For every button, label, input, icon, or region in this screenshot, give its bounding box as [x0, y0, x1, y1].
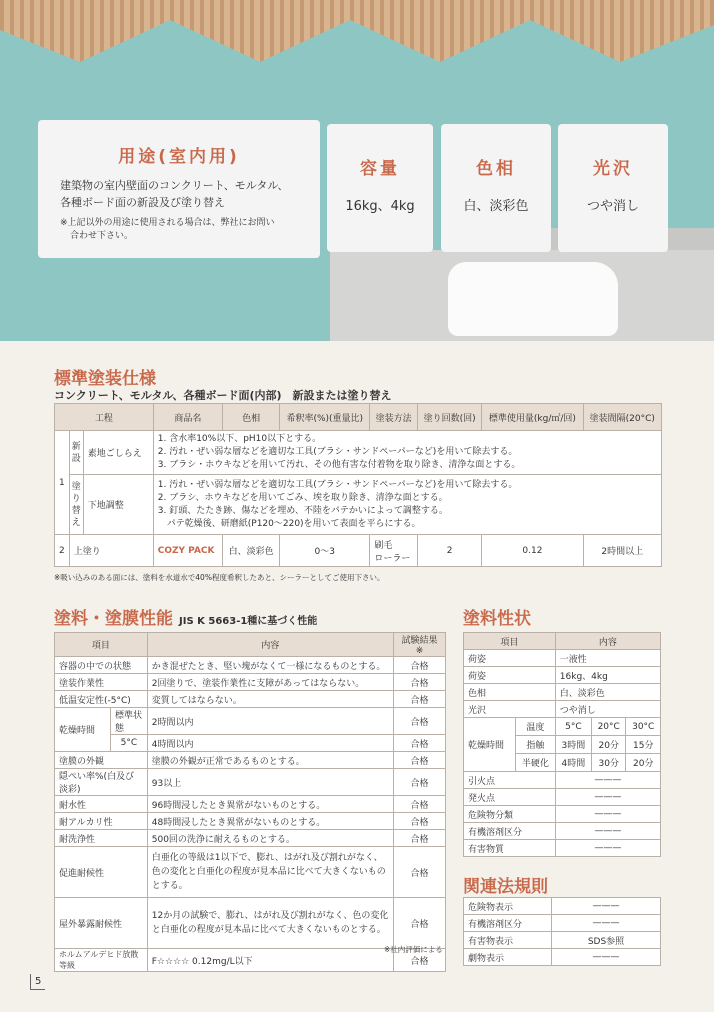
- laws-title: 関連法規則: [463, 877, 548, 897]
- pillow: [448, 262, 618, 336]
- prop-item: 色相: [464, 684, 556, 701]
- instruction-line: 3. 釘頭、たたき跡、傷などを埋め、不陸をパテかいによって調整する。: [157, 505, 448, 516]
- perf-content: 2回塗りで、塗装作業性に支障があってはならない。: [147, 674, 393, 691]
- dry-subheader: 指触: [516, 736, 556, 754]
- perf-content: 塗膜の外観が正常であるものとする。: [147, 752, 393, 769]
- perf-item: ホルムアルデヒド放散等級: [55, 949, 148, 972]
- method-line: 刷毛: [374, 540, 393, 551]
- perf-result: 合格: [394, 769, 446, 796]
- prop-item: 発火点: [464, 789, 556, 806]
- prop-value: 白、淡彩色: [555, 684, 660, 701]
- perf-result: 合格: [394, 752, 446, 769]
- instruction-line: 3. ブラシ・ホウキなどを用いて汚れ、その他有害な付着物を取り除き、清浄な面とする。: [157, 460, 521, 470]
- group-number: 1: [55, 431, 70, 535]
- perf-header: 項目: [55, 633, 148, 657]
- perf-title: [54, 604, 317, 629]
- perf-item: 耐アルカリ性: [55, 813, 148, 830]
- prop-item: 乾燥時間: [464, 718, 516, 772]
- spec-header: 標準使用量(kg/㎡/回): [482, 404, 583, 431]
- table-row: [464, 823, 661, 840]
- perf-item: 屋外暴露耐候性: [55, 898, 148, 949]
- prop-item: 光沢: [464, 701, 556, 718]
- perf-subitem: 5°C: [111, 735, 148, 752]
- spec-row-base: [55, 475, 662, 535]
- perf-result: 合格: [394, 830, 446, 847]
- dry-value: 20分: [626, 754, 661, 772]
- perf-content: 変質してはならない。: [147, 691, 393, 708]
- new-label: 新設: [69, 431, 83, 475]
- use-line-1: 建築物の室内壁面のコンクリート、モルタル、: [60, 179, 289, 192]
- perf-result: 合格: [394, 708, 446, 735]
- prop-value: ———: [555, 789, 660, 806]
- dry-subheader: 半硬化: [516, 754, 556, 772]
- perf-content: F☆☆☆☆ 0.12mg/L以下: [147, 949, 393, 972]
- perf-content: 93以上: [147, 769, 393, 796]
- dry-value: 30分: [591, 754, 626, 772]
- perf-header: 試験結果※: [394, 633, 446, 657]
- prop-item: 荷姿: [464, 667, 556, 684]
- prop-value: ———: [555, 823, 660, 840]
- gloss-card: [558, 124, 668, 252]
- perf-result: 合格: [394, 949, 446, 972]
- prop-value: 一液性: [555, 650, 660, 667]
- props-title: 塗料性状: [463, 609, 531, 629]
- dry-value: 15分: [626, 736, 661, 754]
- instruction-line: 1. 含水率10%以下、pH10以下とする。: [157, 434, 322, 444]
- perf-item: 塗装作業性: [55, 674, 148, 691]
- table-row: [55, 735, 446, 752]
- perf-header: 内容: [147, 633, 393, 657]
- table-row: [464, 898, 661, 915]
- table-row: [55, 847, 446, 898]
- perf-result: 合格: [394, 674, 446, 691]
- table-row: [464, 789, 661, 806]
- prop-value: つや消し: [555, 701, 660, 718]
- table-row: [55, 769, 446, 796]
- table-row: [464, 840, 661, 857]
- law-value: ———: [552, 915, 661, 932]
- gloss-value: つや消し: [586, 199, 639, 214]
- perf-result: 合格: [394, 657, 446, 674]
- perf-content: 500回の洗浄に耐えるものとする。: [147, 830, 393, 847]
- dry-value: 4時間: [555, 754, 591, 772]
- perf-item: 塗膜の外観: [55, 752, 148, 769]
- laws-table: [463, 897, 661, 966]
- color-cell: 白、淡彩色: [223, 535, 280, 567]
- perf-content: かき混ぜたとき、堅い塊がなくて一様になるものとする。: [147, 657, 393, 674]
- perf-result: 合格: [394, 813, 446, 830]
- step-instructions: [153, 431, 661, 475]
- prop-value: ———: [555, 806, 660, 823]
- table-row: [55, 796, 446, 813]
- table-row: [55, 708, 446, 735]
- capacity-value: 16kg、4kg: [345, 199, 415, 214]
- perf-item: 耐水性: [55, 796, 148, 813]
- prop-item: 有機溶剤区分: [464, 823, 556, 840]
- dilution-cell: 0～3: [280, 535, 370, 567]
- perf-table: [54, 632, 446, 972]
- prop-value: 16kg、4kg: [555, 667, 660, 684]
- instruction-line: 1. 汚れ・ぜい弱な層などを適切な工具(ブラシ・サンドペーパーなど)を用いて除去する。: [157, 479, 518, 490]
- spec-header: 希釈率(%)(重量比): [280, 404, 370, 431]
- step-name: 素地ごしらえ: [83, 431, 153, 475]
- perf-item: 容器の中での状態: [55, 657, 148, 674]
- table-row: [55, 813, 446, 830]
- prop-value: ———: [555, 772, 660, 789]
- perf-item: 乾燥時間: [55, 708, 111, 752]
- prop-item: 危険物分類: [464, 806, 556, 823]
- props-header: 項目: [464, 633, 556, 650]
- interval-cell: 2時間以上: [583, 535, 661, 567]
- usage-cell: 0.12: [482, 535, 583, 567]
- perf-content: 白亜化の等級は1以下で、膨れ、はがれ及び割れがなく、色の変化と白亜化の程度が見本品に比べて大きくないものとする。: [147, 847, 393, 898]
- capacity-card: [327, 124, 433, 252]
- table-row: [464, 949, 661, 966]
- color-title: 色相: [476, 159, 516, 179]
- table-row: [464, 806, 661, 823]
- spec-title: 標準塗装仕様: [54, 369, 156, 389]
- dry-subheader: 温度: [516, 718, 556, 736]
- spec-subtitle: コンクリート、モルタル、各種ボード面(内部) 新設または塗り替え: [54, 389, 392, 402]
- table-row: [55, 691, 446, 708]
- use-note-2: 合わせ下さい。: [70, 231, 134, 241]
- law-item: 有害物表示: [464, 932, 552, 949]
- perf-title-text: 塗料・塗膜性能: [54, 609, 173, 629]
- dry-temp: 30°C: [626, 718, 661, 736]
- table-row: [55, 898, 446, 949]
- step-instructions: [153, 475, 661, 535]
- prop-item: 荷姿: [464, 650, 556, 667]
- spec-header: 塗り回数(回): [417, 404, 481, 431]
- page-number: 5: [30, 974, 45, 990]
- perf-content: 4時間以内: [147, 735, 393, 752]
- spec-header-row: [55, 404, 662, 431]
- table-row: [464, 915, 661, 932]
- spec-note: ※吸い込みのある面には、塗料を水道水で40%程度希釈したあと、シーラーとしてご使用下さい。: [54, 573, 385, 582]
- hero-banner: [0, 0, 714, 341]
- props-header: 内容: [555, 633, 660, 650]
- perf-item: 耐洗浄性: [55, 830, 148, 847]
- spec-row-topcoat: [55, 535, 662, 567]
- dry-value: 3時間: [555, 736, 591, 754]
- perf-item: 低温安定性(-5°C): [55, 691, 148, 708]
- spec-table: [54, 403, 662, 567]
- perf-header-row: [55, 633, 446, 657]
- table-row: [464, 667, 661, 684]
- use-line-2: 各種ボード面の新設及び塗り替え: [60, 196, 225, 209]
- wood-stripe-pattern: [0, 0, 714, 70]
- perf-content: 2時間以内: [147, 708, 393, 735]
- prop-value: ———: [555, 840, 660, 857]
- perf-item: 促進耐候性: [55, 847, 148, 898]
- law-value: ———: [552, 949, 661, 966]
- table-row: [464, 718, 661, 736]
- props-table: [463, 632, 661, 857]
- props-header-row: [464, 633, 661, 650]
- perf-result: 合格: [394, 847, 446, 898]
- perf-result: 合格: [394, 796, 446, 813]
- law-value: ———: [552, 898, 661, 915]
- table-row: [464, 932, 661, 949]
- law-item: 劇物表示: [464, 949, 552, 966]
- spec-row-prep: [55, 431, 662, 475]
- law-item: 危険物表示: [464, 898, 552, 915]
- table-row: [55, 752, 446, 769]
- group-number: 2: [55, 535, 70, 567]
- prop-item: 引火点: [464, 772, 556, 789]
- step-name: 上塗り: [69, 535, 153, 567]
- color-card: [441, 124, 551, 252]
- gloss-title: 光沢: [593, 159, 633, 179]
- table-row: [55, 830, 446, 847]
- method-cell: [370, 535, 417, 567]
- capacity-title: 容量: [360, 159, 400, 179]
- law-item: 有機溶剤区分: [464, 915, 552, 932]
- use-title: 用途(室内用): [118, 147, 240, 167]
- spec-header: 塗装間隔(20°C): [583, 404, 661, 431]
- perf-subitem: 標準状態: [111, 708, 148, 735]
- perf-content: 12か月の試験で、膨れ、はがれ及び割れがなく、色の変化と白亜化の程度が見本品に比べて大きくないものとする。: [147, 898, 393, 949]
- table-row: [55, 657, 446, 674]
- spec-header: 色相: [223, 404, 280, 431]
- perf-subtitle: JIS K 5663-1種に基づく性能: [179, 616, 318, 627]
- method-line: ローラー: [374, 553, 411, 564]
- step-name: 下地調整: [83, 475, 153, 535]
- prop-item: 有害物質: [464, 840, 556, 857]
- use-note-1: ※上記以外の用途に使用される場合は、弊社にお問い: [60, 218, 275, 228]
- dry-temp: 5°C: [555, 718, 591, 736]
- perf-note: ※社内評価による: [384, 945, 443, 954]
- repaint-label: 塗り替え: [69, 475, 83, 535]
- dry-temp: 20°C: [591, 718, 626, 736]
- table-row: [464, 772, 661, 789]
- perf-content: 96時間浸したとき異常がないものとする。: [147, 796, 393, 813]
- perf-result: 合格: [394, 898, 446, 949]
- perf-item: 隠ぺい率%(白及び淡彩): [55, 769, 148, 796]
- spec-header: 塗装方法: [370, 404, 417, 431]
- law-value: SDS参照: [552, 932, 661, 949]
- instruction-line: 2. 汚れ・ぜい弱な層などを適切な工具(ブラシ・サンドペーパーなど)を用いて除去する。: [157, 447, 518, 457]
- color-value: 白、淡彩色: [463, 199, 529, 214]
- coats-cell: 2: [417, 535, 481, 567]
- perf-result: 合格: [394, 735, 446, 752]
- perf-content: 48時間浸したとき異常がないものとする。: [147, 813, 393, 830]
- dry-value: 20分: [591, 736, 626, 754]
- table-row: [464, 650, 661, 667]
- instruction-line: 2. ブラシ、ホウキなどを用いてごみ、埃を取り除き、清浄な面とする。: [157, 492, 448, 503]
- spec-header: 商品名: [153, 404, 222, 431]
- table-row: [55, 674, 446, 691]
- table-row: [464, 684, 661, 701]
- product-name: COZY PACK: [153, 535, 222, 567]
- table-row: [464, 701, 661, 718]
- spec-header: 工程: [55, 404, 154, 431]
- perf-result: 合格: [394, 691, 446, 708]
- use-card: [38, 120, 320, 258]
- instruction-line: パテ乾燥後、研磨紙(P120～220)を用いて表面を平らにする。: [157, 518, 421, 529]
